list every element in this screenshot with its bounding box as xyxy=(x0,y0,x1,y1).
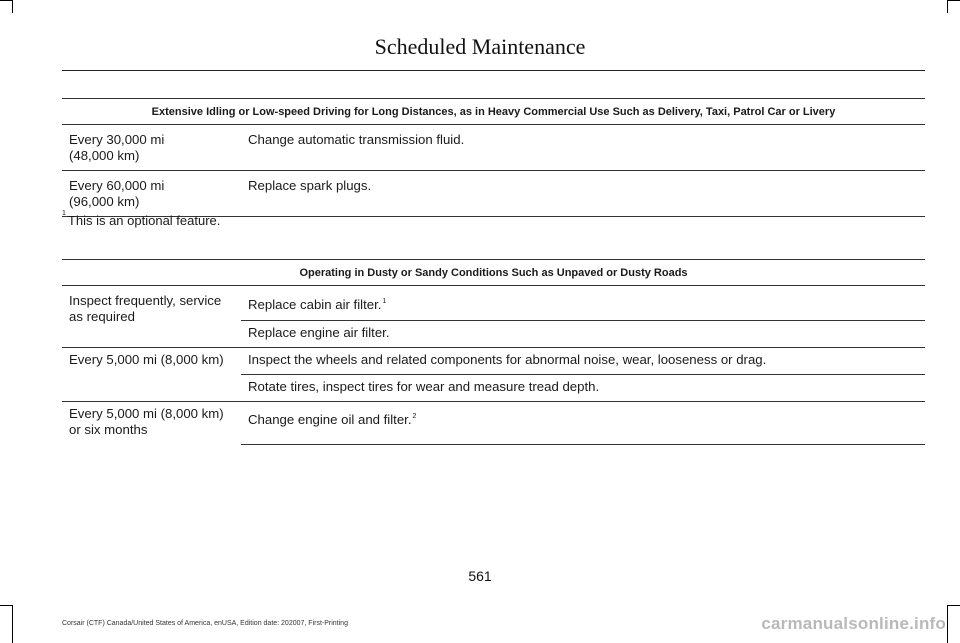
crop-mark xyxy=(12,605,13,643)
crop-mark xyxy=(0,605,13,606)
interval-text: Every 30,000 mi xyxy=(69,132,165,147)
table-row xyxy=(62,286,925,321)
interval-text: Every 5,000 mi (8,000 km) xyxy=(69,406,224,421)
footnote-ref: 1 xyxy=(382,298,387,305)
interval-cell xyxy=(62,348,241,402)
footnote-text: This is an optional feature. xyxy=(67,213,221,228)
interval-text: as required xyxy=(69,309,135,324)
page-title: Scheduled Maintenance xyxy=(374,34,586,59)
action-cell: Rotate tires, inspect tires for wear and measure tread depth. xyxy=(241,375,925,402)
table-row xyxy=(62,402,925,445)
interval-cell xyxy=(62,402,241,445)
action-cell: Inspect the wheels and related components for abnormal noise, wear, looseness or drag. xyxy=(241,348,925,375)
table-heading: Operating in Dusty or Sandy Conditions Such as Unpaved or Dusty Roads xyxy=(62,260,925,286)
crop-mark xyxy=(947,0,960,1)
interval-text: Inspect frequently, service xyxy=(69,293,222,308)
interval-text: or six months xyxy=(69,422,148,437)
crop-mark xyxy=(947,0,948,13)
interval-cell xyxy=(62,125,241,171)
action-cell: Replace engine air filter. xyxy=(241,321,925,348)
action-cell: Replace spark plugs. xyxy=(241,171,925,217)
interval-cell xyxy=(62,286,241,348)
crop-mark xyxy=(12,0,13,13)
action-cell xyxy=(241,286,925,321)
table-heading: Extensive Idling or Low-speed Driving for Long Distances, as in Heavy Commercial Use Such as Delivery, Taxi, Patrol Car or Livery xyxy=(62,99,925,125)
dusty-conditions-table xyxy=(62,259,925,445)
interval-text: Every 5,000 mi (8,000 km) xyxy=(69,352,224,367)
watermark-logo: carmanualsonline.info xyxy=(761,614,946,633)
crop-mark xyxy=(947,605,948,643)
page-number: 561 xyxy=(468,568,492,584)
title-divider xyxy=(62,70,925,71)
table-row xyxy=(62,348,925,375)
interval-text: Every 60,000 mi xyxy=(69,178,165,193)
action-cell: Change automatic transmission fluid. xyxy=(241,125,925,171)
action-text: Replace cabin air filter. xyxy=(248,297,382,312)
table-row xyxy=(62,125,925,171)
action-cell xyxy=(241,402,925,445)
action-text: Change engine oil and filter. xyxy=(248,412,412,427)
interval-text: (48,000 km) xyxy=(69,148,140,163)
crop-mark xyxy=(947,605,960,606)
footnote-ref: 2 xyxy=(412,413,417,420)
idling-maintenance-table xyxy=(62,98,925,217)
edition-footer: Corsair (CTF) Canada/United States of America, enUSA, Edition date: 202007, First-Printing xyxy=(62,620,348,627)
footnote xyxy=(62,210,221,228)
table-row xyxy=(62,171,925,217)
interval-text: (96,000 km) xyxy=(69,194,140,209)
interval-cell xyxy=(62,171,241,217)
footnote-marker: 1 xyxy=(62,210,66,217)
